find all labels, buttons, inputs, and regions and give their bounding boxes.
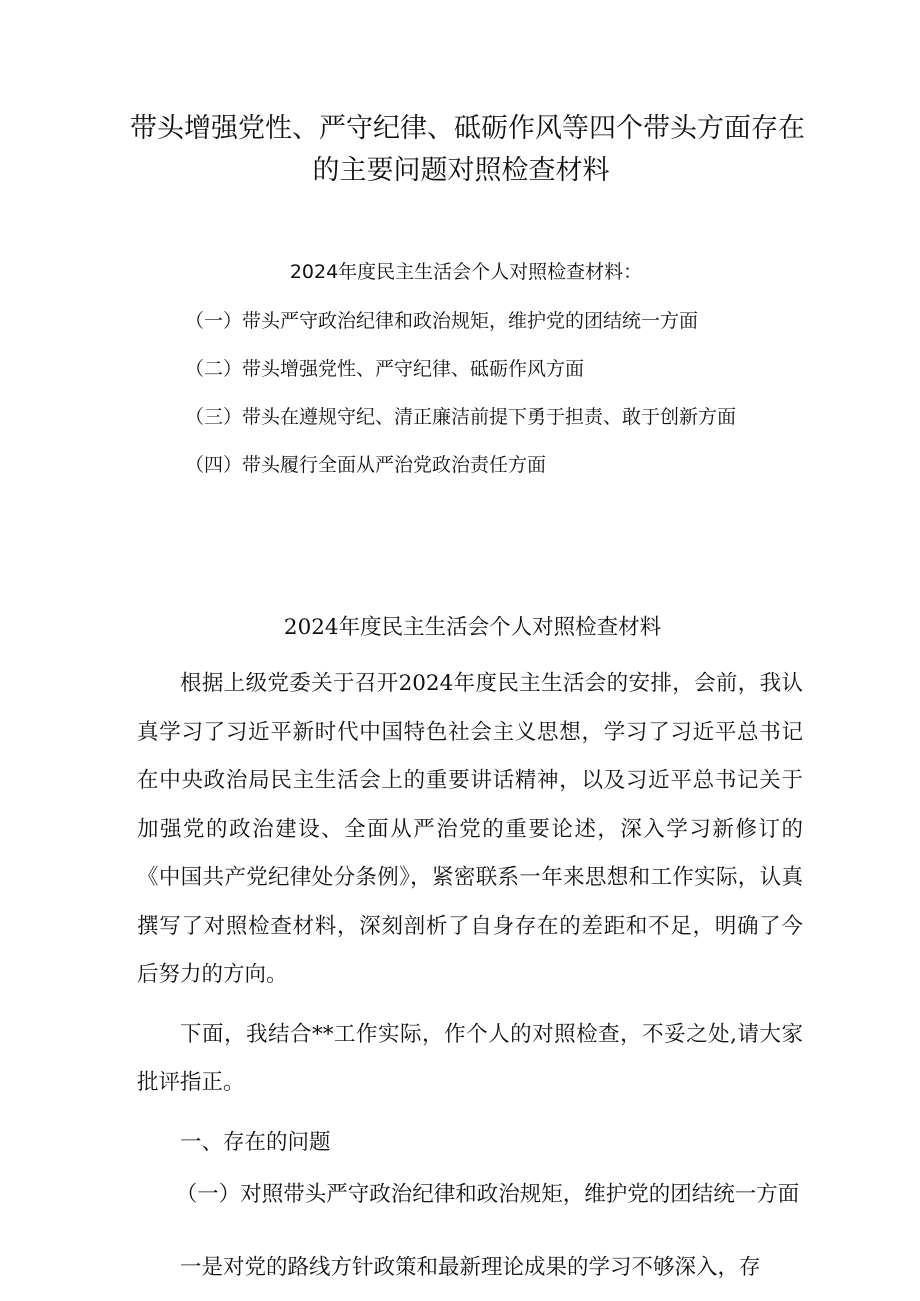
section-heading: 一、存在的问题 [180, 1129, 331, 1155]
title-line-2: 的主要问题对照检查材料 [312, 155, 610, 186]
paragraph: 一是对党的路线方针政策和最新理论成果的学习不够深入，存 [180, 1254, 761, 1280]
toc-item: （四）带头履行全面从严治党政治责任方面 [185, 454, 547, 476]
document-body [137, 612, 803, 1292]
subsection-heading: （一）对照带头严守政治纪律和政治规矩，维护党的团结统一方面 [175, 1182, 800, 1207]
toc-heading: 2024年度民主生活会个人对照检查材料： [289, 261, 643, 283]
toc-item: （一）带头严守政治纪律和政治规矩，维护党的团结统一方面 [185, 310, 699, 332]
body-heading: 2024年度民主生活会个人对照检查材料 [283, 615, 662, 640]
toc-list [185, 306, 736, 498]
paragraph: 下面，我结合**工作实际，作个人的对照检查，不妥之处,请大家批评指正。 [137, 1021, 803, 1095]
toc-item: （三）带头在遵规守纪、清正廉洁前提下勇于担责、敢于创新方面 [185, 406, 737, 428]
toc-item: （二）带头增强党性、严守纪律、砥砺作风方面 [185, 358, 585, 380]
title-line-1: 带头增强党性、严守纪律、砥砺作风等四个带头方面存在 [130, 113, 805, 144]
document-title [0, 108, 920, 192]
paragraph: 根据上级党委关于召开2024年度民主生活会的安排，会前，我认真学习了习近平新时代中国特色社会主义思想，学习了习近平总书记在中央政治局民主生活会上的重要讲话精神，以及习近平总书记关于加强党的政治建设、全面从严治党的重要论述，深入学习新修订的《中国共产党纪律处分条例》，紧密联系一年来思想和工作实际，认真撰写了对照检查材料，深刻剖析了自身存在的差距和不足，明确了今后努力的方向。 [137, 671, 803, 987]
